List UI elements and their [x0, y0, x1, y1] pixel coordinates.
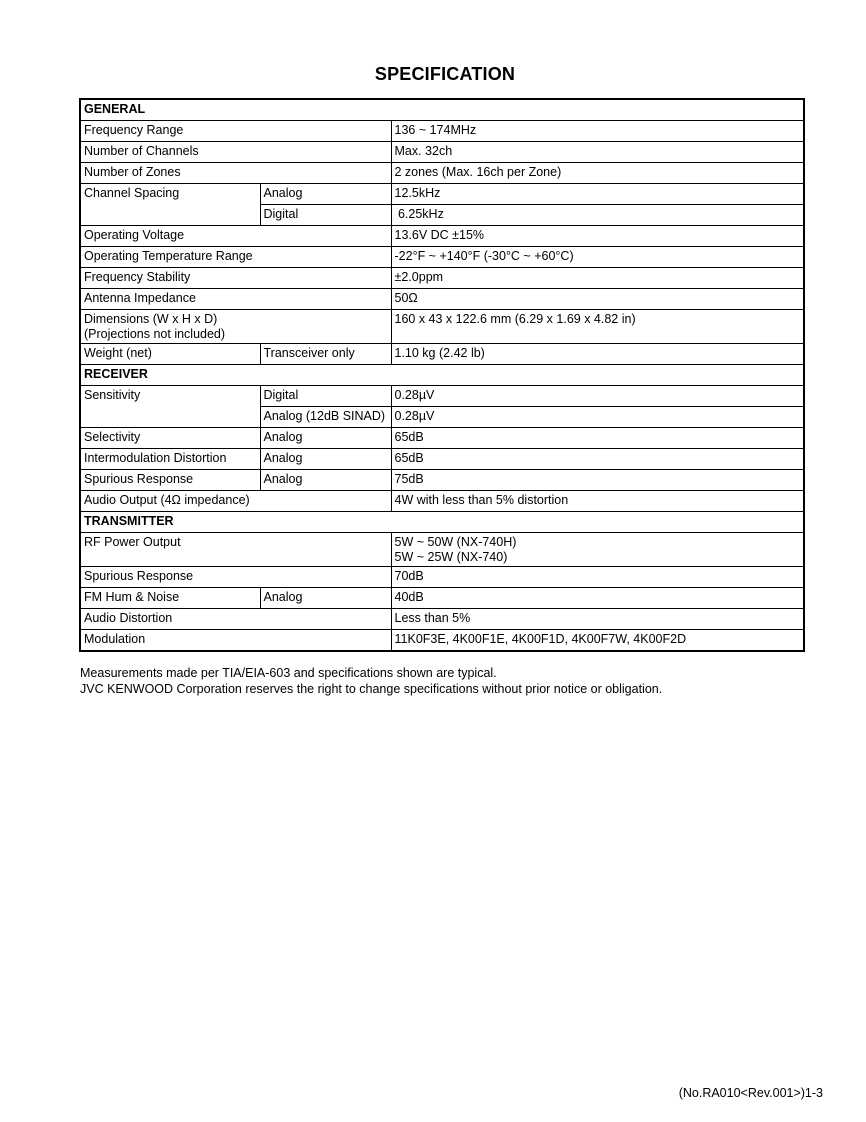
section-heading: TRANSMITTER	[80, 512, 804, 533]
spec-value: 11K0F3E, 4K00F1E, 4K00F1D, 4K00F7W, 4K00F2D	[391, 630, 804, 652]
spec-value: 65dB	[391, 449, 804, 470]
page-title: SPECIFICATION	[374, 64, 516, 84]
table-row	[80, 142, 804, 163]
spec-value: 160 x 43 x 122.6 mm (6.29 x 1.69 x 4.82 in)	[391, 310, 804, 344]
spec-value: 12.5kHz	[391, 184, 804, 205]
table-row	[80, 449, 804, 470]
spec-label: Operating Temperature Range	[80, 247, 391, 268]
spec-value: Max. 32ch	[391, 142, 804, 163]
spec-label: FM Hum & Noise	[80, 588, 260, 609]
spec-value: 0.28µV	[391, 386, 804, 407]
table-row	[80, 163, 804, 184]
spec-value: 6.25kHz	[391, 205, 804, 226]
note-line: JVC KENWOOD Corporation reserves the right to change specifications without prior notice or obligation.	[80, 681, 663, 696]
table-row	[80, 428, 804, 449]
spec-label: Number of Channels	[80, 142, 391, 163]
spec-value-line: 5W ~ 50W (NX-740H)	[394, 535, 517, 549]
spec-value: 75dB	[391, 470, 804, 491]
spec-sub-label: Analog (12dB SINAD)	[260, 407, 391, 428]
table-row	[80, 630, 804, 652]
table-row	[80, 310, 804, 344]
spec-value: 50Ω	[391, 289, 804, 310]
spec-value	[391, 533, 804, 567]
spec-label: RF Power Output	[80, 533, 391, 567]
spec-value: 1.10 kg (2.42 lb)	[391, 344, 804, 365]
spec-label: Frequency Stability	[80, 268, 391, 289]
section-transmitter	[80, 512, 804, 533]
notes	[80, 666, 662, 697]
specification-table	[79, 98, 805, 652]
spec-sub-label: Digital	[260, 386, 391, 407]
spec-label: Frequency Range	[80, 121, 391, 142]
spec-sub-label: Digital	[260, 205, 391, 226]
spec-label: Selectivity	[80, 428, 260, 449]
spec-label: Sensitivity	[80, 386, 260, 428]
spec-sub-label: Analog	[260, 588, 391, 609]
spec-value: 4W with less than 5% distortion	[391, 491, 804, 512]
spec-value: 70dB	[391, 567, 804, 588]
spec-label: Number of Zones	[80, 163, 391, 184]
spec-label: Spurious Response	[80, 567, 391, 588]
spec-sub-label: Analog	[260, 428, 391, 449]
spec-label: Antenna Impedance	[80, 289, 391, 310]
table-row	[80, 491, 804, 512]
spec-value: 136 ~ 174MHz	[391, 121, 804, 142]
spec-label: Operating Voltage	[80, 226, 391, 247]
table-row	[80, 184, 804, 205]
section-heading: GENERAL	[80, 99, 804, 121]
spec-label: Audio Distortion	[80, 609, 391, 630]
spec-value: 65dB	[391, 428, 804, 449]
table-row	[80, 609, 804, 630]
spec-label-line: Dimensions (W x H x D)	[84, 312, 218, 326]
table-row	[80, 247, 804, 268]
spec-value: 2 zones (Max. 16ch per Zone)	[391, 163, 804, 184]
table-row	[80, 268, 804, 289]
table-row	[80, 567, 804, 588]
spec-label-line: (Projections not included)	[84, 326, 226, 341]
table-row	[80, 226, 804, 247]
spec-sub-label: Analog	[260, 184, 391, 205]
spec-label: Modulation	[80, 630, 391, 652]
spec-value: ±2.0ppm	[391, 268, 804, 289]
table-row	[80, 470, 804, 491]
table-row	[80, 533, 804, 567]
spec-value: Less than 5%	[391, 609, 804, 630]
section-receiver	[80, 365, 804, 386]
note-line: Measurements made per TIA/EIA-603 and specifications shown are typical.	[80, 666, 497, 680]
spec-sub-label: Analog	[260, 449, 391, 470]
spec-sub-label: Analog	[260, 470, 391, 491]
table-row	[80, 344, 804, 365]
spec-label: Spurious Response	[80, 470, 260, 491]
spec-value: 0.28µV	[391, 407, 804, 428]
spec-label: Channel Spacing	[80, 184, 260, 226]
section-general	[80, 99, 804, 121]
spec-label: Intermodulation Distortion	[80, 449, 260, 470]
spec-label: Audio Output (4Ω impedance)	[80, 491, 391, 512]
spec-label: Weight (net)	[80, 344, 260, 365]
table-row	[80, 289, 804, 310]
table-row	[80, 386, 804, 407]
spec-value-line: 5W ~ 25W (NX-740)	[394, 549, 508, 564]
spec-label	[80, 310, 391, 344]
spec-value: 13.6V DC ±15%	[391, 226, 804, 247]
table-row	[80, 588, 804, 609]
page-footer: (No.RA010<Rev.001>)1-3	[678, 1086, 823, 1100]
section-heading: RECEIVER	[80, 365, 804, 386]
spec-sub-label: Transceiver only	[260, 344, 391, 365]
spec-value: 40dB	[391, 588, 804, 609]
spec-value: -22°F ~ +140°F (-30°C ~ +60°C)	[391, 247, 804, 268]
table-row	[80, 121, 804, 142]
